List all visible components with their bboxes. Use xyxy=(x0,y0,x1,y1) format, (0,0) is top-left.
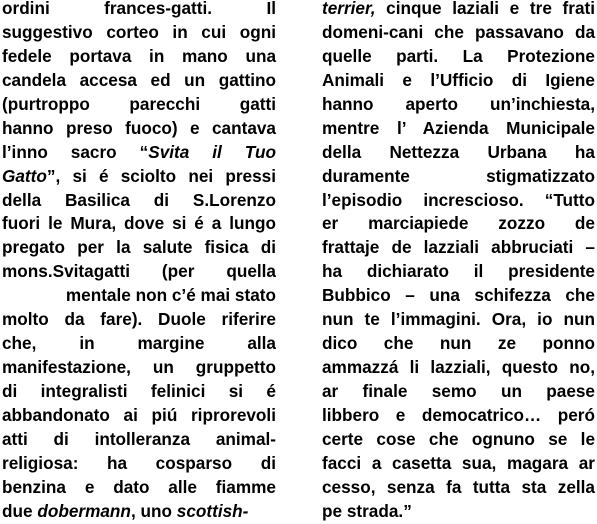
text-line: ordini frances-gatti. Il xyxy=(2,0,276,18)
italic-text: scottish- xyxy=(176,500,249,521)
italic-text: dobermann xyxy=(37,500,131,521)
text-line: cesso, senza fa tutta sta zella xyxy=(322,476,595,497)
text-line: benzina e dato alle fiamme xyxy=(2,476,276,497)
text-line: della Basilica di S.Lorenzo xyxy=(2,189,276,210)
text-line: ha dichiarato il presidente xyxy=(322,261,595,282)
text-line: di integralisti felinici si é xyxy=(2,381,276,401)
text-line: atti di intolleranza animal- xyxy=(2,428,276,449)
text-line: ammazzá li lazziali, questo no, xyxy=(322,357,595,378)
text-line: facci a casetta sua, magara ar xyxy=(322,452,595,473)
italic-text: terrier, xyxy=(322,0,376,18)
right-text-column xyxy=(322,0,595,524)
text-line: hanno preso fuoco) e cantava xyxy=(2,117,276,138)
text-line: certe cose che ognuno se le xyxy=(322,428,595,449)
text-line: mons.Svitagatti (per quella xyxy=(2,261,276,282)
italic-text: Svita il Tuo xyxy=(148,141,276,162)
text-line: fedele portava in mano una xyxy=(2,45,276,66)
text-line: frattaje de lazziali abbruciati – xyxy=(322,237,595,258)
text-line: due dobermann, uno scottish- xyxy=(2,500,249,521)
text-line: quelle parti. La Protezione xyxy=(322,45,595,66)
text-line: l’inno sacro “Svita il Tuo xyxy=(2,141,276,162)
text-line: manifestazione, un gruppetto xyxy=(2,357,276,378)
text-line: pe strada.” xyxy=(322,500,412,521)
text-line: domeni-cani che passavano da xyxy=(322,21,595,42)
text-line: fuori le Mura, dove si é a lungo xyxy=(2,213,276,234)
text-line: Gatto”, si é sciolto nei pressi xyxy=(2,165,276,186)
text-line: Animali e l’Ufficio di Igiene xyxy=(322,69,595,90)
text-line: mentale non c’é mai stato xyxy=(65,285,276,306)
text-line: dico che nun ze ponno xyxy=(322,333,595,354)
text-line: molto da fare). Duole riferire xyxy=(2,309,276,330)
text-line: della Nettezza Urbana ha xyxy=(322,141,595,162)
text-line: pregato per la salute fisica di xyxy=(2,237,276,258)
text-line: che, in margine alla xyxy=(2,333,276,354)
text-line: abbandonato ai piú riprorevoli xyxy=(2,404,276,425)
text-line: duramente stigmatizzato xyxy=(322,165,595,186)
text-line: l’episodio increscioso. “Tutto xyxy=(322,189,595,210)
text-line: candela accesa ed un gattino xyxy=(2,69,276,90)
text-line: religiosa: ha cosparso di xyxy=(2,452,276,473)
text-line: ar finale semo un paese xyxy=(322,381,595,401)
text-line: er marciapiede zozzo de xyxy=(322,213,595,234)
text-line: nun te l’immagini. Ora, io nun xyxy=(322,309,595,330)
text-line: Bubbico – una schifezza che xyxy=(322,285,595,306)
text-line: (purtroppo parecchi gatti xyxy=(2,93,276,114)
text-line: suggestivo corteo in cui ogni xyxy=(2,21,276,42)
italic-text: Gatto xyxy=(2,165,47,186)
left-text-column xyxy=(2,0,276,524)
text-line: libbero e democatrico… peró xyxy=(322,404,595,425)
text-line: mentre l’ Azienda Municipale xyxy=(322,117,595,138)
text-line: terrier, cinque laziali e tre frati xyxy=(322,0,595,18)
text-line: hanno aperto un’inchiesta, xyxy=(322,93,595,114)
